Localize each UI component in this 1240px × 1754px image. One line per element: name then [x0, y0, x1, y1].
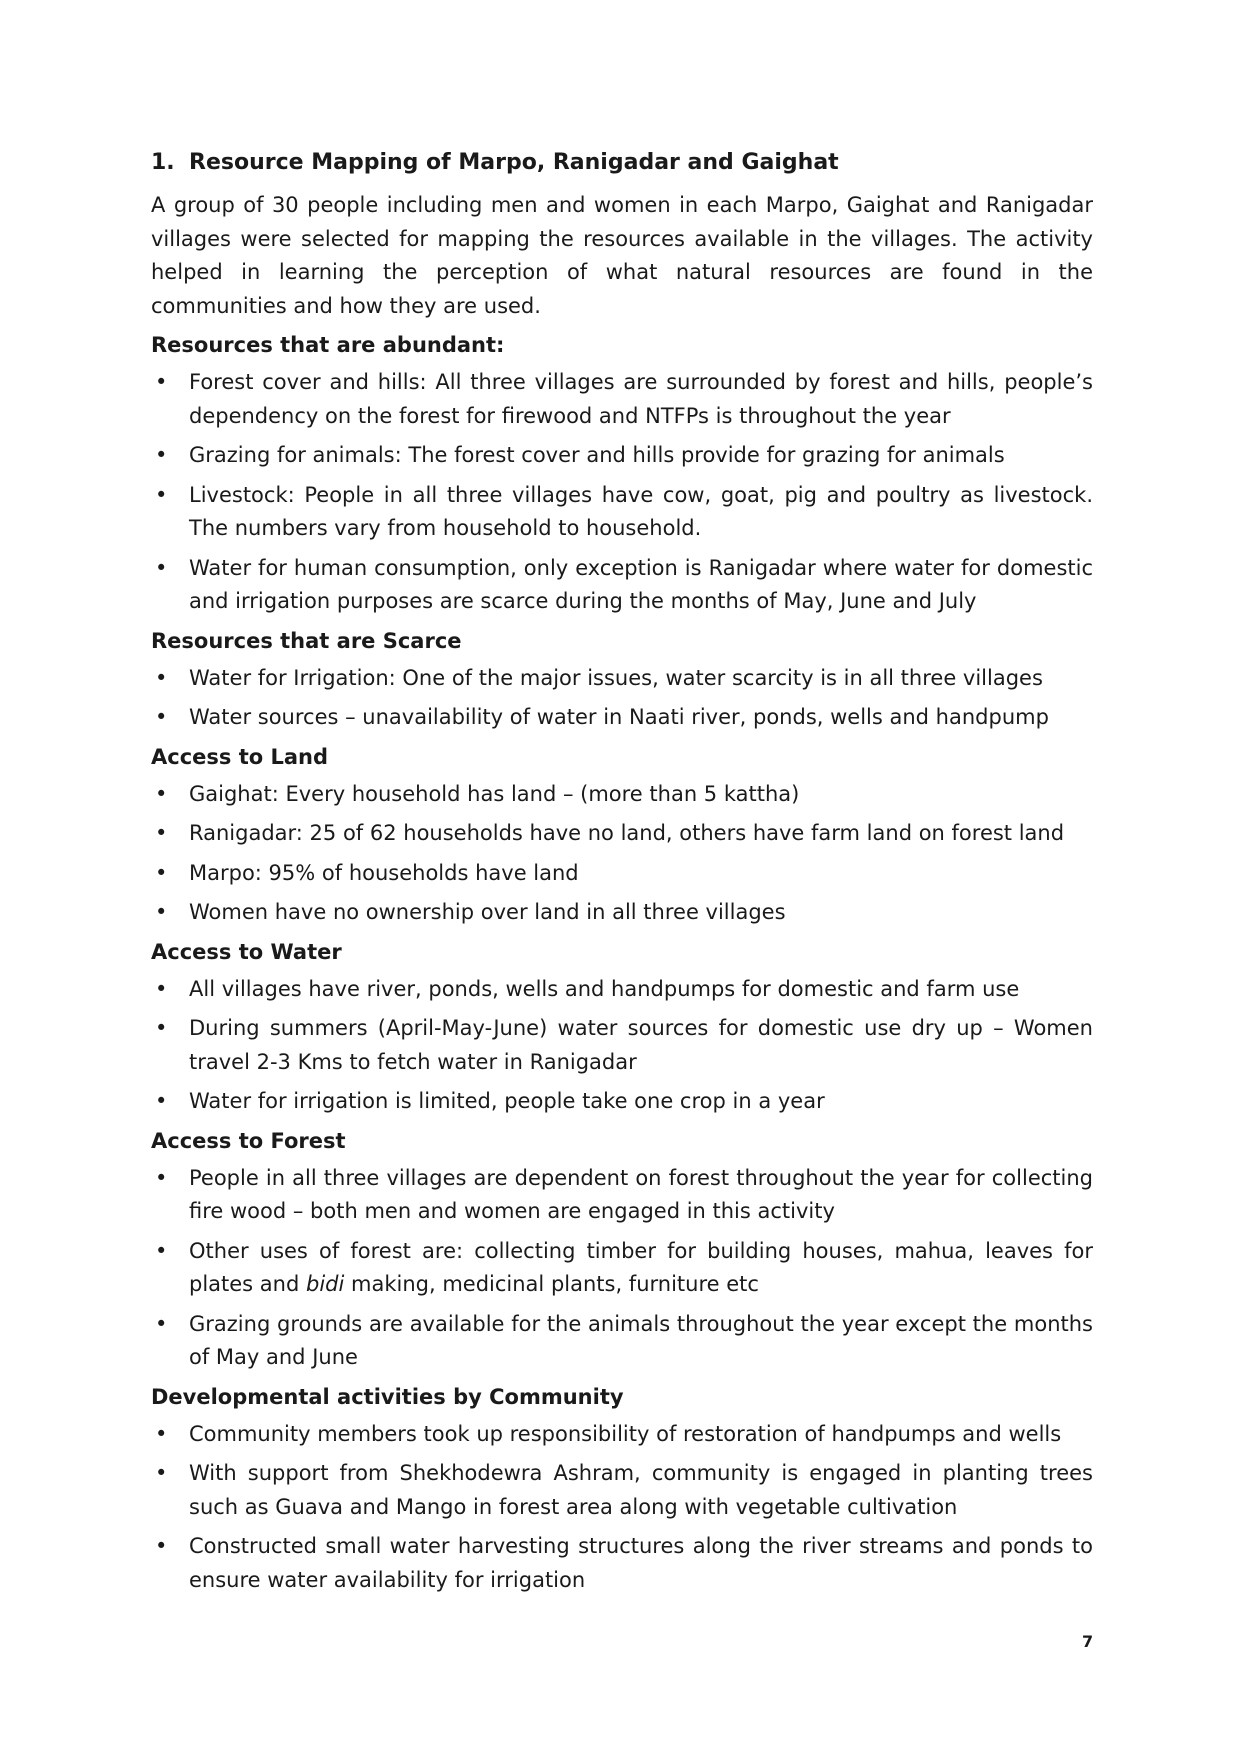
- subsection-heading: Access to Forest: [151, 1128, 346, 1153]
- bullet-icon: •: [155, 1311, 168, 1336]
- subsection-heading: Access to Land: [151, 744, 329, 769]
- subsection-heading: Developmental activities by Community: [151, 1384, 624, 1409]
- bullet-icon: •: [155, 705, 168, 729]
- subsection-heading: Access to Water: [151, 939, 342, 964]
- bullet-icon: •: [155, 482, 168, 507]
- list-item-text: Grazing grounds are available for the animals throughout the year except the months of May and June: [189, 1311, 1093, 1369]
- list-item: [151, 1012, 1093, 1079]
- list-item: [151, 1457, 1093, 1524]
- bullet-icon: •: [155, 443, 168, 467]
- bullet-icon: •: [155, 1534, 168, 1558]
- list-item: [151, 857, 1093, 891]
- list-item-text: Gaighat: Every household has land – (more than 5 kattha): [189, 781, 800, 806]
- list-item: [151, 552, 1093, 619]
- list-item: [151, 662, 1093, 696]
- intro-paragraph: A group of 30 people including men and women in each Marpo, Gaighat and Ranigadar villages were selected for mapping the resources available in the villages. The activity helped in learning the perception of what natural resources are found in the communities and how they are used.: [151, 193, 1093, 318]
- bullet-icon: •: [155, 1461, 168, 1485]
- bullet-icon: •: [155, 900, 168, 924]
- bullet-icon: •: [155, 665, 168, 690]
- section-title-text: Resource Mapping of Marpo, Ranigadar and Gaighat: [189, 150, 839, 175]
- page-number: 7: [1082, 1632, 1094, 1651]
- subsection-heading: Resources that are abundant:: [151, 333, 505, 357]
- bullet-icon: •: [155, 1089, 168, 1113]
- list-item: [151, 366, 1093, 433]
- list-item-text: Water for human consumption, only exception is Ranigadar where water for domestic and irrigation purposes are scarce during the months of May, June and July: [189, 555, 1093, 613]
- bullet-icon: •: [155, 976, 168, 1001]
- list-item-text: Grazing for animals: The forest cover and hills provide for grazing for animals: [189, 443, 1005, 467]
- subsection-heading: Resources that are Scarce: [151, 628, 462, 653]
- bullet-icon: •: [155, 1016, 168, 1040]
- section-number: 1.: [151, 150, 175, 175]
- list-item-text: Constructed small water harvesting structures along the river streams and ponds to ensure water availability for irrigation: [189, 1534, 1093, 1592]
- bullet-list: [151, 973, 1093, 1119]
- list-item: [151, 778, 1093, 812]
- bullet-icon: •: [155, 860, 168, 885]
- list-item-text: Livestock: People in all three villages have cow, goat, pig and poultry as livestock. The numbers vary from household to household.: [189, 482, 1093, 540]
- list-item-text: Marpo: 95% of households have land: [189, 860, 579, 885]
- list-item-text: People in all three villages are dependent on forest throughout the year for collecting fire wood – both men and women are engaged in this activity: [189, 1165, 1093, 1223]
- bullet-list: [151, 1162, 1093, 1375]
- section-groups: [151, 329, 1093, 1597]
- list-item: [151, 439, 1093, 473]
- bullet-icon: •: [155, 1421, 168, 1446]
- list-item: [151, 1418, 1093, 1452]
- list-item: [151, 1530, 1093, 1597]
- bullet-icon: •: [155, 370, 168, 394]
- list-item: [151, 701, 1093, 735]
- bullet-icon: •: [155, 1165, 168, 1190]
- bullet-icon: •: [155, 555, 168, 580]
- bullet-list: [151, 662, 1093, 735]
- list-item: [151, 896, 1093, 930]
- list-item-text: Other uses of forest are: collecting timber for building houses, mahua, leaves for plates and bidi making, medicinal plants, furniture etc: [189, 1238, 1093, 1296]
- bullet-list: [151, 1418, 1093, 1598]
- list-item-text: Water for irrigation is limited, people take one crop in a year: [189, 1089, 825, 1113]
- list-item: [151, 1162, 1093, 1229]
- list-item-text: With support from Shekhodewra Ashram, community is engaged in planting trees such as Guava and Mango in forest area along with vegetable cultivation: [189, 1461, 1093, 1519]
- list-item-text: Community members took up responsibility of restoration of handpumps and wells: [189, 1421, 1062, 1446]
- list-item-text: Water for Irrigation: One of the major issues, water scarcity is in all three villages: [189, 665, 1043, 690]
- list-item: [151, 1308, 1093, 1375]
- bullet-icon: •: [155, 781, 168, 806]
- list-item-text: Water sources – unavailability of water in Naati river, ponds, wells and handpump: [189, 705, 1049, 729]
- bullet-icon: •: [155, 821, 168, 845]
- list-item: [151, 817, 1093, 851]
- list-item-text: All villages have river, ponds, wells and handpumps for domestic and farm use: [189, 976, 1020, 1001]
- list-item-text: Forest cover and hills: All three villages are surrounded by forest and hills, people’s dependency on the forest for firewood and NTFPs is throughout the year: [189, 370, 1093, 428]
- bullet-list: [151, 366, 1093, 619]
- list-item: [151, 1085, 1093, 1119]
- section-title: [151, 150, 1093, 175]
- list-item-text: During summers (April-May-June) water sources for domestic use dry up – Women travel 2-3 Kms to fetch water in Ranigadar: [189, 1016, 1093, 1074]
- list-item-text: Women have no ownership over land in all three villages: [189, 900, 786, 924]
- bullet-list: [151, 778, 1093, 930]
- italic-term: bidi: [306, 1272, 345, 1296]
- bullet-icon: •: [155, 1238, 168, 1263]
- list-item: [151, 973, 1093, 1007]
- list-item: [151, 479, 1093, 546]
- list-item-text: Ranigadar: 25 of 62 households have no land, others have farm land on forest land: [189, 821, 1065, 845]
- list-item: [151, 1235, 1093, 1302]
- page-body: [151, 150, 1093, 1603]
